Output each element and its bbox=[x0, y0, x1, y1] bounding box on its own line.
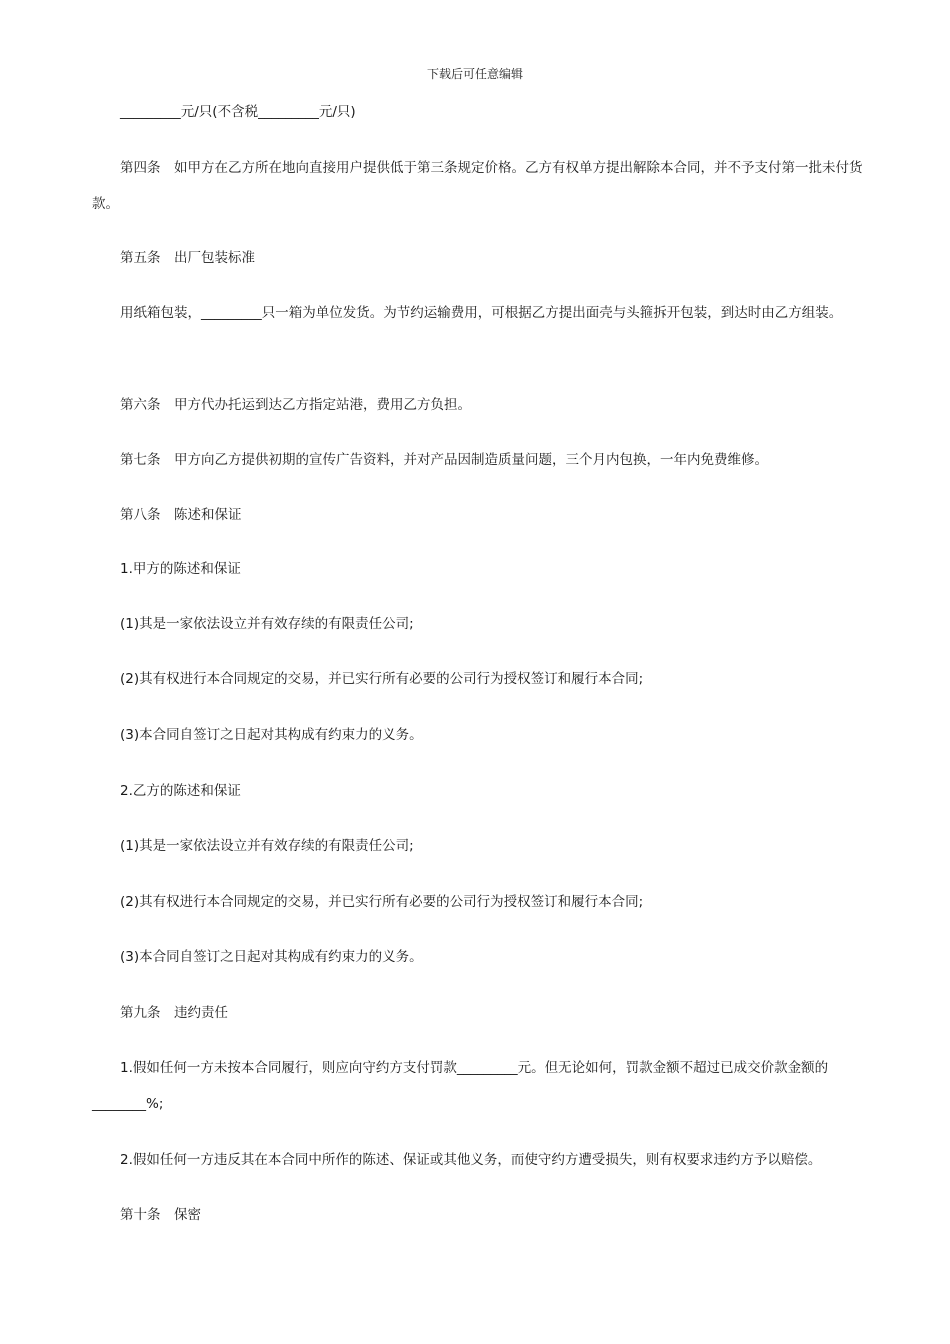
liability-item-2: 2.假如任何一方违反其在本合同中所作的陈述、保证或其他义务，而使守约方遭受损失，则有权要求违约方予以赔偿。 bbox=[120, 1152, 822, 1168]
party-a-representations-title: 1.甲方的陈述和保证 bbox=[120, 561, 241, 577]
party-b-item-3: (3)本合同自签订之日起对其构成有约束力的义务。 bbox=[120, 949, 423, 965]
party-a-item-3: (3)本合同自签订之日起对其构成有约束力的义务。 bbox=[120, 727, 423, 743]
packaging-clause: 用纸箱包装，_________只一箱为单位发货。为节约运输费用，可根据乙方提出面壳与头箍拆开包装，到达时由乙方组装。 bbox=[120, 305, 843, 321]
article-5-title: 第五条 出厂包装标准 bbox=[120, 250, 255, 266]
article-8-title: 第八条 陈述和保证 bbox=[120, 507, 242, 523]
page-header-note: 下载后可任意编辑 bbox=[426, 67, 523, 81]
article-10-title: 第十条 保密 bbox=[120, 1207, 201, 1223]
article-6: 第六条 甲方代办托运到达乙方指定站港，费用乙方负担。 bbox=[120, 397, 471, 413]
party-b-representations-title: 2.乙方的陈述和保证 bbox=[120, 783, 241, 799]
party-b-item-2: (2)其有权进行本合同规定的交易，并已实行所有必要的公司行为授权签订和履行本合同; bbox=[120, 894, 644, 910]
party-b-item-1: (1)其是一家依法设立并有效存续的有限责任公司; bbox=[120, 838, 414, 854]
liability-item-1: 1.假如任何一方未按本合同履行，则应向守约方支付罚款_________元。但无论如何，罚款金额不超过已成交价款金额的________%; bbox=[92, 1060, 829, 1112]
party-a-item-1: (1)其是一家依法设立并有效存续的有限责任公司; bbox=[120, 616, 414, 632]
article-4: 第四条 如甲方在乙方所在地向直接用户提供低于第三条规定价格。乙方有权单方提出解除本合同，并不予支付第一批未付货款。 bbox=[92, 160, 863, 212]
article-9-title: 第九条 违约责任 bbox=[120, 1005, 228, 1021]
article-7: 第七条 甲方向乙方提供初期的宣传广告资料，并对产品因制造质量问题，三个月内包换，一年内免费维修。 bbox=[120, 452, 768, 468]
party-a-item-2: (2)其有权进行本合同规定的交易，并已实行所有必要的公司行为授权签订和履行本合同; bbox=[120, 671, 644, 687]
price-line: _________元/只(不含税_________元/只) bbox=[120, 104, 356, 120]
